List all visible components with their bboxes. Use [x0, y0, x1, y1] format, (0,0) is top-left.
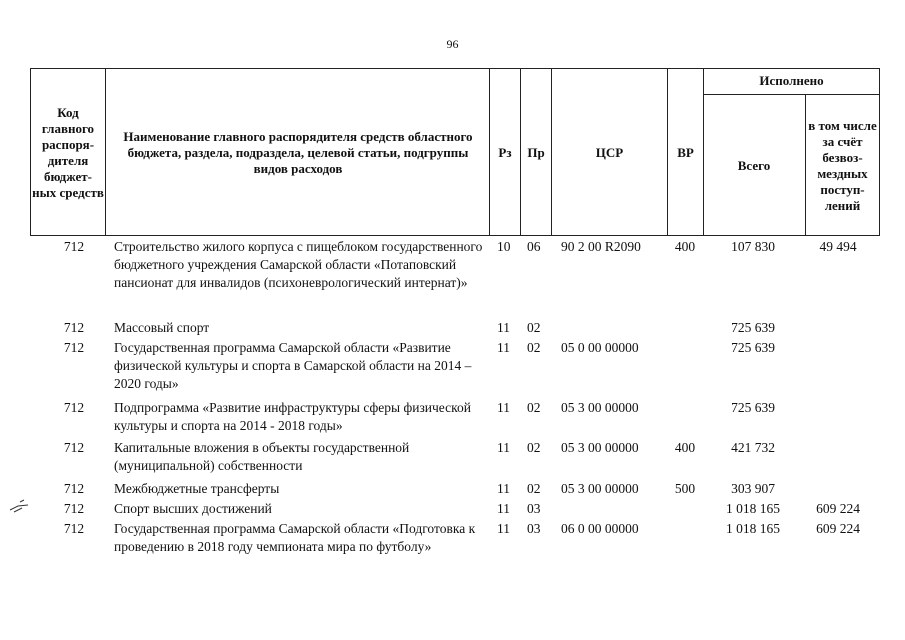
page-number: 96: [446, 37, 459, 51]
cell-total: 1 018 165: [726, 521, 780, 536]
cell-name: Спорт высших достижений: [114, 501, 272, 516]
header-bottom-border: [30, 235, 880, 236]
cell-csr: 05 3 00 00000: [561, 440, 639, 455]
cell-code: 712: [63, 340, 85, 355]
cell-total: 1 018 165: [726, 501, 780, 516]
cell-gratuitous: 609 224: [816, 501, 860, 516]
cell-rz: 11: [497, 440, 510, 455]
col-line-1: [105, 68, 106, 236]
cell-pr: 02: [527, 320, 541, 335]
cell-pr: 02: [527, 440, 541, 455]
cell-code: 712: [63, 239, 85, 254]
cell-pr: 03: [527, 501, 541, 516]
cell-code: 712: [63, 501, 85, 516]
header-gratuitous: в том числе за счёт безвоз-мездных поступ-лений: [808, 117, 877, 213]
cell-code: 712: [63, 320, 85, 335]
cell-rz: 11: [497, 501, 510, 516]
cell-total: 421 732: [731, 440, 775, 455]
cell-pr: 02: [527, 340, 541, 355]
cell-total: 725 639: [731, 320, 775, 335]
cell-rz: 11: [497, 320, 510, 335]
cell-csr: 90 2 00 R2090: [561, 239, 641, 254]
cell-pr: 06: [527, 239, 541, 254]
col-line-0: [30, 68, 31, 236]
cell-csr: 05 3 00 00000: [561, 481, 639, 496]
cell-vr: 400: [674, 440, 696, 455]
executed-divider: [703, 94, 880, 95]
pen-mark: [8, 494, 34, 514]
table-header: [30, 68, 880, 236]
cell-name: Строительство жилого корпуса с пищеблоком государственного бюджетного учреждения Самарской области «Потаповский пансионат для инвалидов (психоневрологический интернат)»: [114, 239, 483, 290]
cell-csr: 06 0 00 00000: [561, 521, 639, 536]
cell-name: Капитальные вложения в объекты государственной (муниципальной) собственности: [114, 440, 410, 473]
cell-rz: 11: [497, 400, 510, 415]
cell-rz: 11: [497, 521, 510, 536]
cell-pr: 02: [527, 400, 541, 415]
cell-total: 107 830: [731, 239, 775, 254]
header-vr: ВР: [677, 145, 694, 160]
cell-total: 725 639: [731, 400, 775, 415]
header-pr: Пр: [527, 145, 545, 160]
header-rz: Рз: [498, 145, 512, 160]
cell-name: Межбюджетные трансферты: [114, 481, 280, 496]
cell-total: 303 907: [731, 481, 775, 496]
cell-code: 712: [63, 400, 85, 415]
cell-code: 712: [63, 481, 85, 496]
cell-total: 725 639: [731, 340, 775, 355]
cell-name: Массовый спорт: [114, 320, 210, 335]
header-name: Наименование главного распорядителя средств областного бюджета, раздела, подраздела, целевой статьи, подгруппы видов расходов: [123, 129, 473, 176]
cell-pr: 02: [527, 481, 541, 496]
cell-rz: 11: [497, 481, 510, 496]
header-code: Код главного распоря-дителя бюджет-ных средств: [32, 105, 104, 200]
cell-name: Государственная программа Самарской области «Развитие физической культуры и спорта в Самарской области на 2014 – 2020 годы»: [114, 340, 472, 391]
cell-gratuitous: 609 224: [816, 521, 860, 536]
cell-rz: 11: [497, 340, 510, 355]
cell-vr: 400: [674, 239, 696, 254]
cell-csr: 05 0 00 00000: [561, 340, 639, 355]
cell-rz: 10: [497, 239, 511, 254]
cell-vr: 500: [674, 481, 696, 496]
header-csr: ЦСР: [595, 145, 624, 160]
cell-csr: 05 3 00 00000: [561, 400, 639, 415]
cell-name: Подпрограмма «Развитие инфраструктуры сферы физической культуры и спорта на 2014 - 2018 годы»: [114, 400, 471, 433]
header-executed: Исполнено: [759, 73, 824, 88]
cell-pr: 03: [527, 521, 541, 536]
col-line-8: [879, 68, 880, 236]
cell-code: 712: [63, 440, 85, 455]
header-total: Всего: [737, 157, 771, 173]
cell-gratuitous: 49 494: [819, 239, 857, 254]
cell-code: 712: [63, 521, 85, 536]
cell-name: Государственная программа Самарской области «Подготовка к проведению в 2018 году чемпионата мира по футболу»: [114, 521, 476, 554]
